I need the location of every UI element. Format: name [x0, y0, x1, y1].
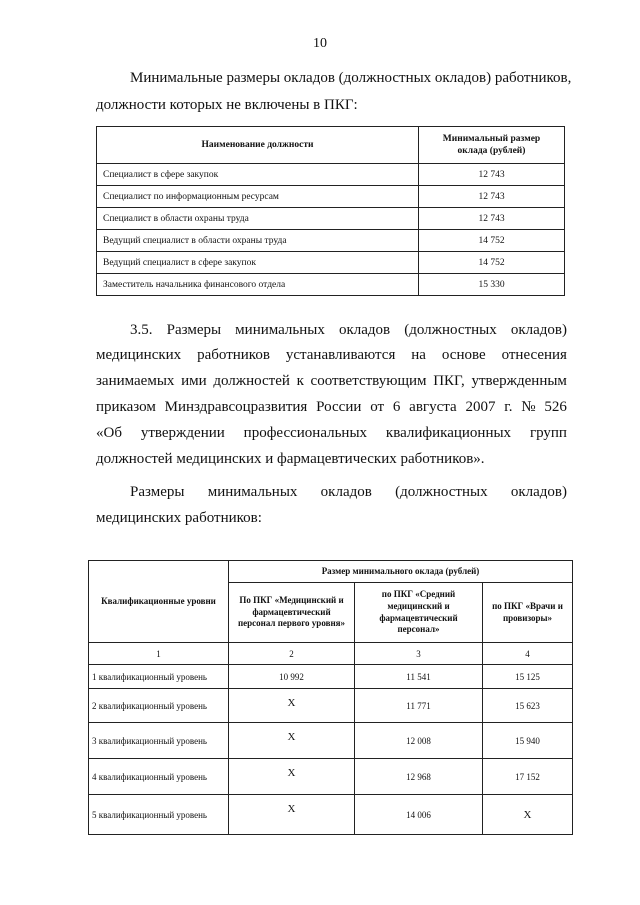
- page-number: 10: [313, 36, 327, 51]
- salary-pkg2: 12 008: [355, 723, 483, 759]
- salary-pkg2: 11 771: [355, 689, 483, 723]
- position-salary: 12 743: [419, 164, 565, 186]
- paragraph-line1: 3.5. Размеры минимальных окладов (должностных окладов): [130, 322, 567, 338]
- table-row: [97, 252, 565, 274]
- position-name: Заместитель начальника финансового отдела: [97, 274, 419, 296]
- table2-header-group: Размер минимального оклада (рублей): [229, 561, 573, 583]
- salary-pkg2: 11 541: [355, 665, 483, 689]
- level-label: 1 квалификационный уровень: [89, 665, 229, 689]
- salary-pkg1: Х: [229, 723, 355, 759]
- column-number: 1: [89, 643, 229, 665]
- level-label: 4 квалификационный уровень: [89, 759, 229, 795]
- paragraph-line4: приказом Минздравсоцразвития России от 6 августа 2007 г. № 526: [96, 399, 567, 415]
- salary-pkg1: Х: [229, 689, 355, 723]
- salary-pkg1: Х: [229, 759, 355, 795]
- level-label: 3 квалификационный уровень: [89, 723, 229, 759]
- column-number: 3: [355, 643, 483, 665]
- salary-pkg1: 10 992: [229, 665, 355, 689]
- table-row: [89, 759, 573, 795]
- table-row: [89, 723, 573, 759]
- position-salary: 12 743: [419, 208, 565, 230]
- level-label: 2 квалификационный уровень: [89, 689, 229, 723]
- position-name: Специалист в сфере закупок: [97, 164, 419, 186]
- table2-header-levels: Квалификационные уровни: [89, 561, 229, 643]
- position-salary: 14 752: [419, 230, 565, 252]
- table2-column-numbers: [89, 643, 573, 665]
- position-salary: 15 330: [419, 274, 565, 296]
- position-name: Специалист по информационным ресурсам: [97, 186, 419, 208]
- position-salary: 12 743: [419, 186, 565, 208]
- table-row: [97, 230, 565, 252]
- table2-header-pkg3: по ПКГ «Врачи и провизоры»: [483, 583, 573, 643]
- paragraph-line5: «Об утверждении профессиональных квалификационных групп: [96, 425, 567, 441]
- salary-pkg2: 14 006: [355, 795, 483, 835]
- position-salary: 14 752: [419, 252, 565, 274]
- heading1-line1: Минимальные размеры окладов (должностных окладов) работников,: [130, 70, 572, 86]
- table2-header-pkg2: по ПКГ «Средний медицинский и фармацевтический персонал»: [355, 583, 483, 643]
- table-row: [89, 665, 573, 689]
- heading2-line1: Размеры минимальных окладов (должностных окладов): [130, 484, 567, 500]
- table-row: [97, 274, 565, 296]
- table-row: [97, 186, 565, 208]
- table-row: [89, 689, 573, 723]
- table1-header-salary: Минимальный размер оклада (рублей): [419, 127, 565, 164]
- position-name: Ведущий специалист в области охраны труда: [97, 230, 419, 252]
- paragraph-line6: должностей медицинских и фармацевтических работников».: [96, 451, 485, 467]
- heading2-line2: медицинских работников:: [96, 510, 262, 526]
- salary-pkg3: 15 940: [483, 723, 573, 759]
- salary-pkg2: 12 968: [355, 759, 483, 795]
- salary-pkg3: 17 152: [483, 759, 573, 795]
- position-name: Ведущий специалист в сфере закупок: [97, 252, 419, 274]
- table1-header-position: Наименование должности: [97, 127, 419, 164]
- salary-pkg3: Х: [483, 795, 573, 835]
- heading1-line2: должности которых не включены в ПКГ:: [96, 97, 358, 113]
- table-row: [97, 208, 565, 230]
- positions-salary-table: [96, 126, 565, 296]
- column-number: 2: [229, 643, 355, 665]
- table-row: [89, 795, 573, 835]
- paragraph-line3: занимаемых ими должностей к соответствующим ПКГ, утвержденным: [96, 373, 567, 389]
- paragraph-line2: медицинских работников устанавливаются на основе отнесения: [96, 347, 567, 363]
- salary-pkg3: 15 125: [483, 665, 573, 689]
- medical-salary-table: [88, 560, 573, 835]
- table2-header-pkg1: По ПКГ «Медицинский и фармацевтический персонал первого уровня»: [229, 583, 355, 643]
- position-name: Специалист в области охраны труда: [97, 208, 419, 230]
- salary-pkg3: 15 623: [483, 689, 573, 723]
- column-number: 4: [483, 643, 573, 665]
- level-label: 5 квалификационный уровень: [89, 795, 229, 835]
- salary-pkg1: Х: [229, 795, 355, 835]
- table-row: [97, 164, 565, 186]
